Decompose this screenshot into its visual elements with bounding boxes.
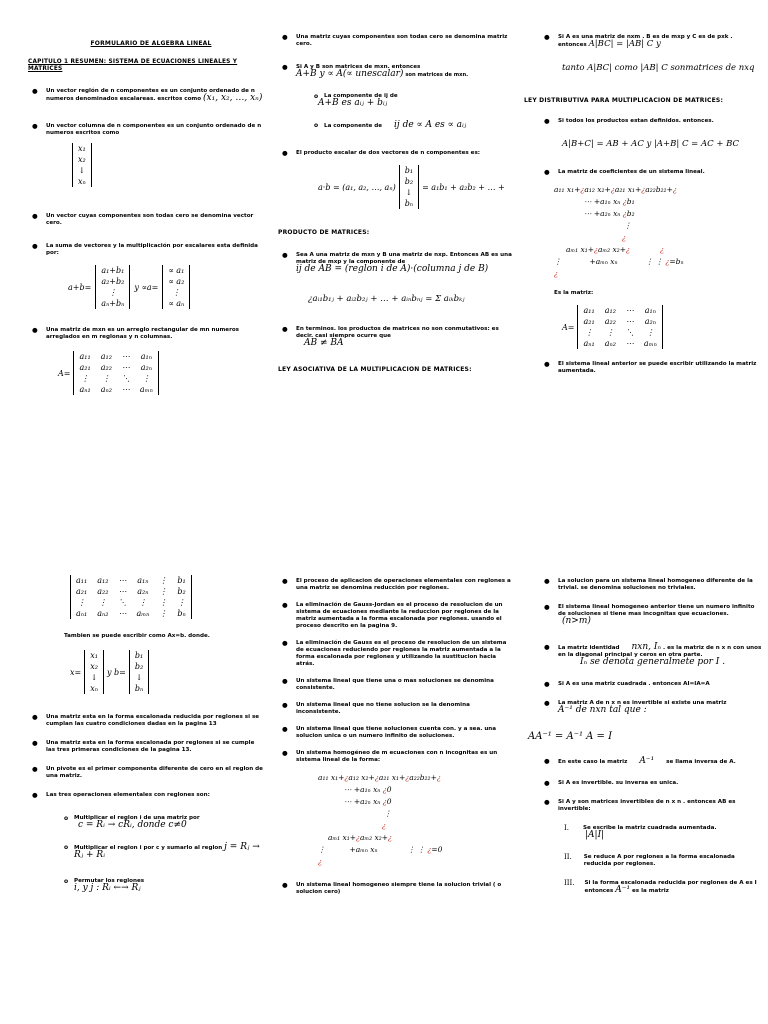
associative-line: tanto A|BC| como |AB| C sonmatrices de nxq: [562, 63, 755, 73]
heading-matrix-product: PRODUCTO DE MATRICES:: [278, 229, 370, 236]
page-title: FORMULARIO DE ALGEBRA LINEAL: [90, 40, 212, 47]
bullet-vector-sum: ● La suma de vectores y la multiplicación por escalares esta definida por:: [28, 243, 264, 257]
column-3-lower: [528, 578, 762, 895]
bullet-ai-ia: ● Si A es una matriz cuadrada . entonces AI=IA=A: [540, 681, 762, 688]
x-and-b-vectors: x= x₁ x₂ ↓ xₙ y b= b₁ b₂ ↓ bₙ: [70, 650, 264, 694]
bullet-row-reduction: ● El proceso de aplicacion de operaciones elementales con reglones a una matriz se denomina reducción por reglones.: [278, 578, 514, 592]
bullet-trivial: ● Un sistema lineal homogeneo siempre tiene la solucion trivial ( o solucion cero): [278, 882, 514, 896]
bullet-inverse-name: ● En este caso la matriz A⁻¹ se llama inversa de A.: [540, 758, 762, 766]
matrix-a-general: A= a₁₁ a₁₂ ⋯ a₁ₙ a₂₁ a₂₂ ⋯ a₂ₙ ⋮ ⋮ ⋱ ⋮ aₙ₁ aₙ₂ ⋯ aₘₙ: [58, 351, 264, 395]
bullet-dot-product: ● El producto escalar de dos vectores de n componentes es:: [278, 150, 514, 157]
op-add-rows: o Multiplicar el reglon i por c y sumarlo al reglon j = Rⱼ → Rⱼ + Rᵢ: [28, 844, 264, 860]
column-vector-matrix: x₁ x₂ ↓ xₙ: [72, 143, 92, 187]
heading-associative: LEY ASOCIATIVA DE LA MULTIPLICACION DE MATRICES:: [278, 366, 472, 373]
column-2-lower: [278, 578, 514, 896]
row-vector-formula: (x₁, x₂, …, xₙ): [203, 93, 263, 103]
bullet-inconsistent: ● Un sistema lineal que no tiene solucion se la denomina inconsistente.: [278, 702, 514, 716]
distributive-formula: A|B+C| = AB + AC y |A+B| C = AC + BC: [562, 139, 740, 149]
op-swap-formula: i, y j : Rᵢ ←→ Rⱼ: [74, 883, 141, 893]
bullet-matrix-product: ● Sea A una matriz de mxn y B una matriz de nxp. Entonces AB es una matriz de mxp y la componente de ij de AB = (reglon i de A)·(columna j de B): [278, 252, 514, 274]
bullet-matrix-sum: ● Si A y B son matrices de mxn. entonces A+B y ∝ A(∝ unescalar) son matrices de mxn.: [278, 64, 514, 79]
axb-note: Tambien se puede escribir como Ax=b. donde.: [64, 633, 210, 639]
bullet-infinite-solutions: ● El sistema lineal homogeneo anterior tiene un numero infinito de soluciones si tiene mas incognitas que ecuaciones. (n>m): [540, 604, 762, 626]
op-add-formula: j = Rⱼ → Rⱼ + Rᵢ: [74, 842, 260, 860]
matrix-sum-formula: A+B y ∝ A(∝ unescalar): [296, 69, 404, 79]
bullet-zero-matrix: ● Una matriz cuyas componentes son todas cero se denomina matriz cero.: [278, 34, 514, 48]
roman-steps: [564, 825, 762, 895]
column-1-lower: [28, 575, 264, 893]
bullet-elementary-ops: ● Las tres operaciones elementales con reglones son:: [28, 792, 264, 799]
scalar-component: o La componente de ij de ∝ A es ∝ aᵢⱼ: [278, 122, 514, 130]
bullet-homogeneous: ● Un sistema homogéneo de m ecuaciones con n incognitas es un sistema lineal de la forma:: [278, 750, 514, 764]
sum-component: o La componente de ij de A+B es aᵢⱼ + bᵢⱼ: [278, 93, 514, 108]
chapter-subtitle: CAPITULO 1 RESUMEN: SISTEMA DE ECUACIONES LINEALES Y MATRICES: [28, 59, 238, 72]
es-la-matriz: Es la matriz:: [554, 290, 594, 296]
bullet-column-vector: ● Un vector columna de n componentes es un conjunto ordenado de n numeros escritos como: [28, 123, 264, 137]
bullet-coefficient-matrix: ● La matriz de coeficientes de un sistema lineal.: [540, 169, 762, 176]
bullet-echelon: ● Una matriz esta en la forma escalonada por reglones si se cumple las tres primeras condiciones de la pagina 13.: [28, 740, 264, 754]
bullet-solutions: ● Un sistema lineal que tiene soluciones cuenta con. y a sea. una solucion unica o un numero infinito de soluciones.: [278, 726, 514, 740]
step-2: II. Se reduce A por reglones a la forma escalonada reducida por reglones.: [564, 853, 735, 867]
bullet-augmented: ● El sistema lineal anterior se puede escribir utilizando la matriz aumentada.: [540, 361, 762, 375]
dot-product-formula: a·b = (a₁, a₂, …, aₙ) b₁ b₂ ↓ bₙ = a₁b₁ + a₂b₂ + … +: [318, 166, 505, 208]
product-component-formula: ij de AB = (reglon i de A)·(columna j de B): [296, 264, 489, 274]
heading-distributive: LEY DISTRIBUTIVA PARA MULTIPLICACION DE MATRICES:: [524, 97, 724, 104]
vector-sum-formula: a+b= a₁+b₁ a₂+b₂ ⋮ aₙ+bₙ y ∝a= ∝ a₁ ∝ a₂ ⋮ ∝ aₙ: [68, 265, 264, 309]
bullet-identity: ● La matriz identidad nxn, Iₙ . es la matriz de n x n con unos en la diagonal principal y ceros en otra parte. Iₙ se denota generalmete por I .: [540, 644, 762, 667]
column-1: [28, 40, 264, 395]
bullet-gauss-jordan: ● La eliminación de Gauss-Jordan es el proceso de resolucion de un sistema de ecuaciones mediante la reduccion por reglones de la matriz aumentada a la forma escalonada por reglones. usando el proceso descrito en la pagina 9.: [278, 602, 514, 630]
linear-system: a₁₁ x₁+¿a₁₂ x₂+¿a₂₁ x₁+¿a₂₂b₂₂+¿ ⋯ +a₁ₙ xₙ ¿b₁ ⋯ +a₂ₙ xₙ ¿b₂ ⋮ ¿ aₘ₁ x₁+¿aₘ₂ x₂+¿ ¿ ⋮ +aₘₙ xₙ ⋮ ⋮ ¿=bₙ ¿: [554, 185, 684, 278]
bullet-invertible: ● La matriz A de n x n es invertible si existe una matriz A⁻¹ de nxn tal que :: [540, 700, 762, 715]
step-1: I. Se escribe la matriz cuadrada aumentada. |A|I|: [564, 824, 717, 840]
op-swap-rows: o Permutar los reglones i, y j : Rᵢ ←→ Rⱼ: [28, 878, 264, 893]
product-sum-formula: ¿aᵢ₁b₁ⱼ + aᵢ₂b₂ⱼ + … + aᵢₙbₙⱼ = Σ aᵢₖbₖⱼ: [308, 294, 465, 304]
bullet-noncommutative: ● En terminos. los productos de matrices no son conmutativos: es decir. casi siempre ocurre que AB ≠ BA: [278, 326, 514, 348]
column-3: [524, 34, 762, 375]
op-multiply-row: o Multiplicar el reglon i de una matriz por c = Rᵢ → cRᵢ, donde c≠0: [28, 815, 264, 830]
bullet-matrix-definition: ● Una matriz de mxn es un arreglo rectangular de mn numeros arreglados en m reglonas y n columnas.: [28, 327, 264, 341]
bullet-row-vector: ● Un vector reglón de n componentes es un conjunto ordenado de n numeros denominados escalareas. escritos como (x₁, x₂, …, xₙ): [28, 88, 264, 103]
bullet-pivot: ● Un pivote es el primer componenta diferente de cero en el reglon de una matriz.: [28, 766, 264, 780]
coefficient-matrix: A= a₁₁ a₁₂ ⋯ a₁ₙ a₂₁ a₂₂ ⋯ a₂ₙ ⋮ ⋮ ⋱ ⋮ aₙ₁ aₙ₂ ⋯ aₘₙ: [562, 305, 762, 349]
bullet-zero-vector: ● Un vector cuyas componentes son todas cero se denomina vector cero.: [28, 213, 264, 227]
bullet-gauss: ● La eliminación de Gauss es el proceso de resolucion de un sistema de ecuaciones reduciendo por reglones la matriz aumentada a la forma escalonada por reglones y utilizando la sustitucion hacia atrás.: [278, 640, 514, 668]
step-3: III. Si la forma escalonada reducida por reglones de A es I entonces A⁻¹ es la matriz: [564, 879, 757, 895]
bullet-consistent: ● Un sistema lineal que tiene una o mas soluciones se denomina consistente.: [278, 678, 514, 692]
bullet-ab-invertible: ● Si A y son matrices invertibles de n x n . entonces AB es invertible:: [540, 799, 762, 813]
augmented-matrix: a₁₁ a₁₂ ⋯ a₁ₙ ⋮ b₁ a₂₁ a₂₂ ⋯ a₂ₙ ⋮ b₂ ⋮ ⋮ ⋱ ⋮ ⋮ ⋮ aₙ₁ aₙ₂ ⋯ aₘₙ ⋮ bₙ: [70, 575, 264, 619]
bullet-distributive: ● Si todos los productos estan definidos. entonces.: [540, 118, 762, 125]
homogeneous-system: a₁₁ x₁+¿a₁₂ x₂+¿a₂₁ x₁+¿a₂₂b₂₂+¿ ⋯ +a₁ₙ xₙ ¿0 ⋯ +a₂ₙ xₙ ¿0 ⋮ ¿ aₘ₁ x₁+¿aₘ₂ x₂+¿ ⋮ +aₘₙ xₙ ⋮ ⋮ ¿=0 ¿: [318, 773, 443, 866]
column-2: [278, 34, 514, 373]
bullet-nontrivial: ● La solucion para un sistema lineal homogeneo diferente de la trivial. se denomina soluciones no triviales.: [540, 578, 762, 592]
inverse-identity-formula: AA⁻¹ = A⁻¹ A = I: [528, 731, 613, 742]
op-multiply-formula: c = Rᵢ → cRᵢ, donde c≠0: [78, 820, 187, 830]
bullet-associative: ● Si A es una matriz de nxm . B es de mxp y C es de pxk . entonces A|BC| = |AB| C y: [540, 34, 762, 49]
bullet-reduced-echelon: ● Una matriz esta en la forma escalonada reducida por reglones si se cumplan las cuatro condiciones dadas en la pagina 13: [28, 714, 264, 728]
bullet-unique-inverse: ● Si A es invertible. su inversa es unica.: [540, 780, 762, 787]
